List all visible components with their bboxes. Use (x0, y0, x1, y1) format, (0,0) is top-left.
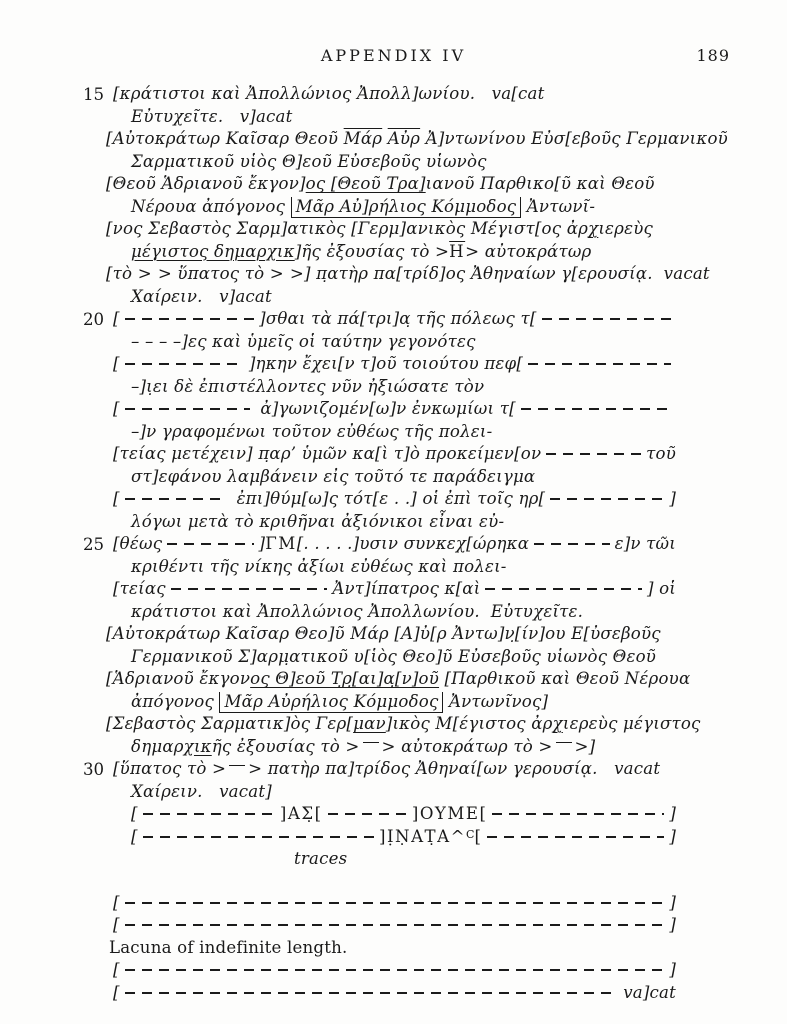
text-segment: – – – –]ες καὶ ὑμεῖς οἱ ταύτην γεγονότες (131, 331, 476, 351)
text-line (104, 444, 676, 467)
lacuna-dashes (487, 836, 664, 838)
text-line (104, 647, 676, 670)
text-line (104, 579, 676, 602)
text-line (104, 557, 676, 580)
text-segment: Σαρματικοῦ υἱὸς Θ]εοῦ Εὐσεβοῦς υἱωνὸς (131, 151, 487, 171)
text-segment: Lacuna of indefinite length. (109, 937, 348, 957)
text-segment: –]ν γραφομένωι τοῦτον εὐθέως τῆς πολει- (131, 421, 493, 441)
text-line (104, 152, 676, 175)
text-segment: >] (574, 736, 596, 756)
text-line (104, 737, 676, 760)
text-segment: [ (113, 915, 120, 934)
lacuna-dashes (534, 543, 610, 545)
lacuna-dashes (167, 543, 253, 545)
text-line (104, 129, 728, 152)
lacuna-dashes (492, 813, 664, 815)
text-segment: [ (113, 982, 120, 1002)
text-segment: vacat (663, 264, 710, 283)
text-segment: λόγωι μετὰ τὸ κριθῆναι ἀξιόνικοι εἶναι εὐ- (131, 511, 505, 531)
lacuna-dashes (125, 902, 665, 904)
lacuna-dashes (125, 924, 665, 926)
text-segment: ἀπόγονος (131, 691, 220, 711)
text-segment: [ὕπατος τὸ > (113, 759, 227, 778)
text-segment: [θέως (113, 534, 163, 553)
line-number: 15 (83, 85, 105, 104)
text-line (104, 399, 676, 422)
text-segment: [ (113, 489, 120, 508)
text-segment: ] οἱ (646, 579, 677, 598)
text-line (104, 377, 676, 400)
text-segment: [Σεβαστὸς Σαρματικ]ὸς Γερ[ (106, 714, 354, 733)
text-line (104, 512, 676, 535)
text-segment: ] (669, 489, 676, 508)
page-title: APPENDIX IV (320, 46, 467, 65)
page-number: 189 (696, 46, 730, 65)
text-line (83, 534, 676, 557)
lacuna-dashes (125, 498, 226, 500)
text-segment: –]ι̣ει δὲ ἐπιστέλλοντες νῦν ἠξιώσατε τὸν (131, 376, 485, 396)
text-segment: > ὕπατος τὸ > (157, 264, 284, 283)
text-segment: Νέρουα ἀπόγονος (131, 196, 291, 216)
line-number: 30 (83, 760, 105, 779)
text-segment: [Αὐτοκράτωρ Καῖσαρ Θεοῦ (106, 129, 344, 148)
text-segment: Ἀντ]ίπατρος κ[αὶ (332, 579, 481, 598)
lacuna-dashes (521, 408, 671, 410)
lacuna-dashes (546, 453, 641, 455)
text-line (104, 264, 710, 287)
text-segment: χ (552, 714, 563, 733)
text-segment: [ (113, 354, 120, 373)
erasure-box: Μᾶρ Αὐρήλιος Κόμμοδος (219, 692, 443, 713)
text-segment: > πατὴρ πα]τρίδος Ἀθηναί[ων γερουσίᾳ. (248, 759, 615, 778)
text-segment: Ἀντωνῖνος] (443, 691, 549, 711)
text-segment: Εὐτυχεῖτε. (131, 106, 240, 126)
lacuna-dashes (125, 318, 254, 320)
text-line (104, 332, 676, 355)
text-line (104, 714, 701, 737)
text-segment: ]σθαι τὰ πά[τρι]α̣ τῆς πόλεως τ[ (259, 309, 537, 328)
text-line (104, 804, 676, 827)
erased-numeral-bar (363, 742, 379, 743)
text-line (104, 692, 676, 715)
text-segment: [τὸ > (106, 264, 152, 283)
erased-numeral-bar (229, 765, 245, 766)
text-line (104, 938, 676, 961)
text-line (104, 827, 676, 850)
text-line (104, 287, 676, 310)
text-segment: Γερμανικοῦ Σ]αρμ̣ατικοῦ υ[ἱὸς Θεο]ῦ Εὐσεβοῦς υἱωνὸς Θεοῦ (131, 646, 657, 666)
text-line (104, 602, 676, 625)
line-number: 25 (83, 535, 105, 554)
text-segment: ] (669, 826, 676, 846)
text-segment: Ϲ (466, 827, 475, 841)
text-line (104, 893, 676, 916)
running-head (0, 46, 787, 68)
text-segment: [Θεοῦ Ἁδριανοῦ ἔκγον] (106, 174, 306, 193)
lacuna-dashes (485, 588, 642, 590)
text-segment: [ (113, 399, 120, 418)
text-line (104, 782, 676, 805)
text-segment: ΓΜ (265, 534, 297, 553)
text-segment: κράτιστοι καὶ Ἀπολλώνιος Ἀπολλωνίου. Εὐτυχεῖτε. (131, 601, 584, 621)
text-segment: ]ικὸς Μ[έγιστος ἀρ (385, 714, 553, 733)
lacuna-dashes (328, 813, 407, 815)
lacuna-dashes (143, 813, 275, 815)
text-segment: ιερεὺς μέγιστος (562, 714, 701, 733)
text-line (104, 174, 676, 197)
text-segment: [ (113, 960, 120, 979)
text-segment: [Ἁδριανοῦ ἔκγον (106, 669, 251, 688)
text-segment: va]cat (623, 982, 676, 1002)
text-line (104, 467, 676, 490)
text-line (104, 422, 676, 445)
text-line (104, 197, 676, 220)
text-segment: ος Θ]εοῦ Τ̣ρ̣[αι]α̣[ν]οῦ (250, 669, 440, 688)
text-segment: [ (131, 826, 138, 846)
text-segment: χ (588, 219, 599, 238)
text-line (104, 354, 676, 377)
text-segment: v]acat (219, 286, 272, 306)
text-segment: ἐπι]θύμ[ω]ς τότ[ε . .] οἱ ἐπὶ τοῖς ηρ[ (231, 489, 546, 508)
text-segment: v]acat (239, 106, 293, 126)
text-segment: va[cat (491, 84, 545, 103)
text-line (104, 960, 676, 983)
text-segment: ε]ν τῶι (614, 534, 676, 553)
text-segment: κριθέντι τῆς νίκης ἀξίωι εὐθέως καὶ πολει- (131, 556, 507, 576)
text-line (104, 849, 676, 872)
text-segment: στ]εφάνου λαμβάνειν εἰς τοῦτό τε παράδειγμα (131, 466, 536, 486)
text-block (83, 84, 728, 1005)
text-segment: ιερεὺς (598, 219, 653, 238)
lacuna-dashes (550, 498, 664, 500)
text-segment: ] (669, 960, 676, 979)
text-line (104, 219, 676, 242)
text-segment: ] (669, 915, 676, 934)
lacuna-dashes (542, 318, 671, 320)
text-segment: ἀ]γωνιζομέν[ω]ν ἐνκωμίωι τ[ (254, 399, 516, 418)
text-segment: [Αὐτοκράτωρ Καῖσαρ Θεο]ῦ Μάρ [Α]ὐ[ρ Ἀντω]ν̣[ίν]ου Ε[ὐσεβοῦς (106, 624, 661, 643)
text-segment: ]ΟΥΜΕ[ (411, 804, 488, 823)
text-segment: Ἀ]ντωνίνου Εὐσ[εβοῦς Γερμανικοῦ (420, 129, 728, 148)
text-line (104, 915, 676, 938)
text-segment: ]ΑΣ̣[ (279, 804, 323, 823)
text-segment: [τείας μετέχειν] π̣αρ’ ὑμῶν κα[ὶ τ]ὸ προκείμεν[ον (113, 444, 542, 463)
text-segment: traces (294, 849, 348, 868)
text-segment: > αὐτοκράτωρ (465, 241, 592, 261)
text-line (104, 624, 676, 647)
text-segment: ]ỊṆΑΤ̣Α^ (379, 826, 467, 846)
text-segment: ] (669, 892, 676, 912)
text-segment: [ (131, 804, 138, 823)
lacuna-dashes (528, 363, 671, 365)
text-segment: [κράτιστοι καὶ Ἀπολλώνιος Ἀπολλ]ωνίου. (113, 84, 492, 103)
text-line (83, 759, 676, 782)
text-line (104, 983, 676, 1006)
erasure-box: Μᾶρ Αὐ]ρήλιος Κόμμοδος (291, 197, 522, 218)
text-segment: ος [Θεοῦ Τρα] (305, 174, 426, 193)
text-segment: ῆς ἐξουσίας τὸ > (211, 736, 360, 756)
text-line (104, 489, 676, 512)
text-line (104, 669, 691, 692)
text-line (104, 107, 676, 130)
text-segment: [. . . . .]υσιν συνκεχ[ώρηκα (296, 534, 530, 553)
lacuna-dashes (143, 836, 374, 838)
text-segment: [ (474, 826, 483, 846)
text-segment: ] (258, 534, 266, 553)
text-line (83, 309, 676, 332)
text-segment: ]ῆς ἐξουσίας τὸ > (294, 241, 450, 261)
text-segment: Χαίρειν. (131, 781, 220, 801)
erased-numeral-bar (556, 742, 572, 743)
text-segment: $\overline{Aὐ\rho}$ (387, 129, 421, 148)
text-segment: $\overline{H}$ (449, 241, 466, 261)
text-segment: Ἀντωνῖ- (521, 196, 596, 216)
text-segment: [ (113, 309, 120, 328)
text-segment: vacat] (219, 781, 272, 801)
text-segment: [νος Σεβαστὸς Σαρμ]ατικὸς [Γερμ]ανικὸς Μέγιστ[ος ἀρ (106, 219, 589, 238)
text-line (104, 242, 676, 265)
lacuna-dashes (125, 969, 665, 971)
line-number: 20 (83, 310, 105, 329)
text-segment: ιανοῦ Παρθικο[ῦ καὶ Θεοῦ (425, 174, 655, 193)
text-segment: [Παρθικοῦ καὶ Θεοῦ Νέρουα (439, 669, 691, 688)
text-line (83, 84, 676, 107)
text-segment: ]ηκην ἔχει[ν τ]οῦ τοιούτου πεφ[ (248, 354, 524, 373)
text-segment: $\overline{Mά\rho}$ (343, 129, 383, 148)
text-segment: ] (669, 804, 677, 823)
text-segment: [τείας (113, 579, 166, 598)
lacuna-dashes (125, 408, 250, 410)
lacuna-dashes (125, 363, 244, 365)
text-segment: [ (113, 892, 120, 912)
text-segment: >] π̣ατὴρ πα[τρίδ]ος Ἀθηναίων γ[ερουσίᾳ. (289, 264, 664, 283)
text-segment: vacat (614, 759, 661, 778)
text-segment: μαν (353, 714, 386, 733)
text-segment: Χαίρειν. (131, 286, 220, 306)
text-segment: > αὐτοκράτωρ τὸ > (381, 736, 553, 756)
text-segment: μέγιστος δημαρχικ (131, 241, 295, 261)
lacuna-dashes (171, 588, 328, 590)
lacuna-dashes (125, 992, 613, 994)
text-segment: τοῦ (646, 444, 676, 463)
text-segment: δημαρχ (131, 736, 194, 756)
text-segment: ικ (193, 736, 212, 756)
